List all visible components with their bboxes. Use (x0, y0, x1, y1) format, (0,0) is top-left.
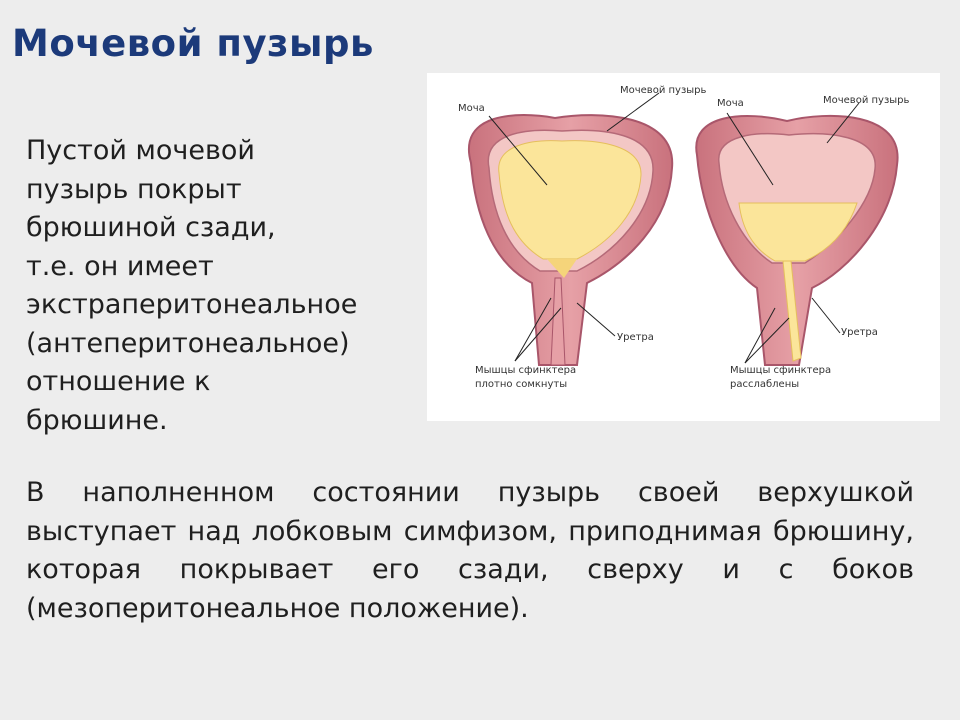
bladder-diagram-svg (427, 73, 940, 421)
right-urine-label: Моча (717, 98, 744, 109)
text-line: пузырь покрыт (26, 173, 242, 205)
bladder-illustration (427, 73, 940, 421)
text-line: брюшиной сзади, (26, 212, 276, 243)
left-urine-label: Моча (458, 103, 485, 114)
text-line: отношение к (26, 366, 211, 397)
right-sphincter-label-1: Мышцы сфинктера (730, 365, 832, 376)
right-sphincter-label-2: расслаблены (730, 379, 800, 390)
text-line: (антеперитонеальное) (26, 327, 350, 359)
text-line: т.е. он имеет (26, 250, 214, 282)
left-sphincter-label-2: плотно сомкнуты (475, 379, 568, 390)
left-urethra-label: Уретра (617, 332, 654, 343)
left-bladder (469, 93, 672, 365)
right-bladder-label: Мочевой пузырь (823, 95, 910, 106)
text-line: брюшине. (26, 404, 168, 436)
empty-bladder-description (26, 132, 426, 440)
left-sphincter-label-1: Мышцы сфинктера (475, 365, 577, 376)
left-bladder-label: Мочевой пузырь (620, 85, 707, 96)
page-title: Мочевой пузырь (12, 22, 374, 65)
text-line: Пустой мочевой (26, 135, 255, 166)
filled-bladder-description: В наполненном состоянии пузырь своей верхушкой выступает над лобковым симфизом, приподнимая брюшину, которая покрывает его сзади, сверху и с боков (мезоперитонеальное положение). (26, 477, 914, 624)
right-urethra-label: Уретра (841, 327, 878, 338)
right-bladder (696, 103, 897, 365)
text-line: экстраперитонеальное (26, 289, 358, 320)
